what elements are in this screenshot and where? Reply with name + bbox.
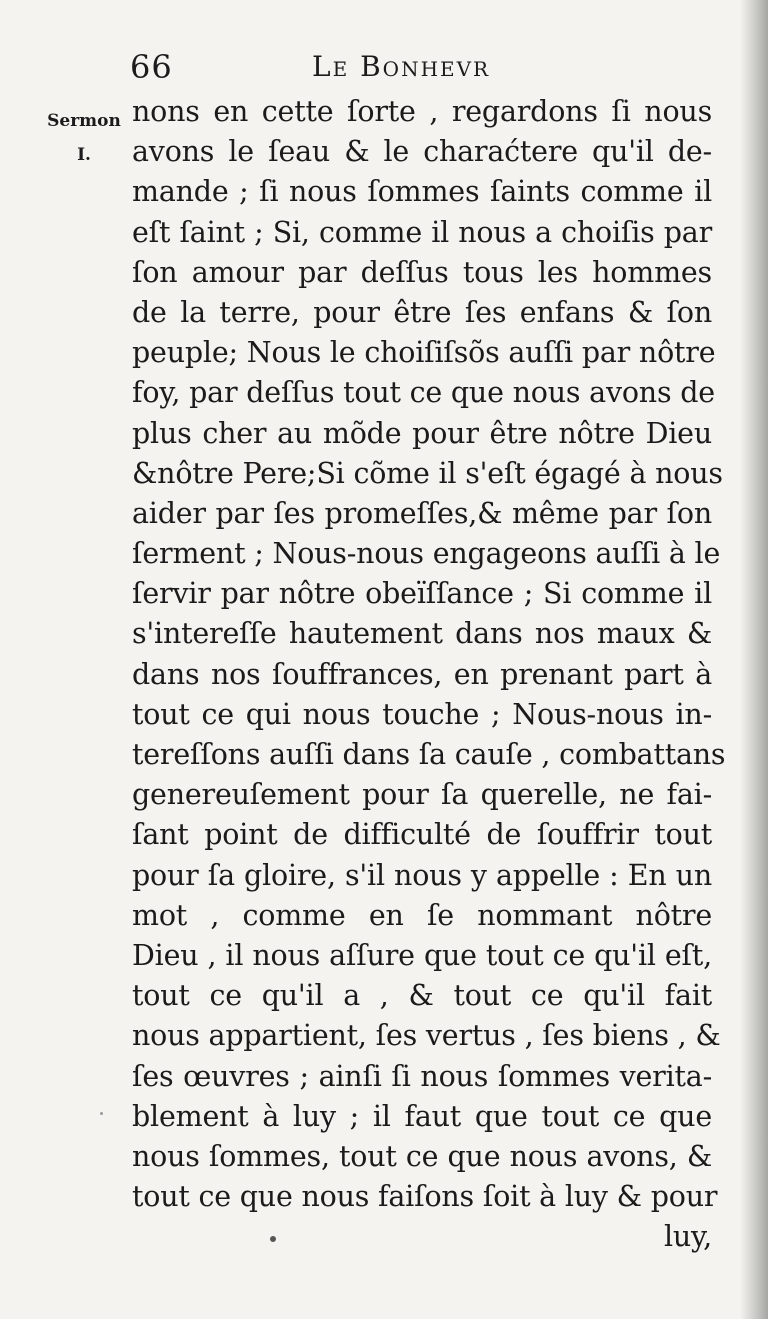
page-number: 66 bbox=[130, 48, 173, 86]
running-title: Le Bonhevr bbox=[312, 50, 491, 83]
text-line: aider par ſes promeſſes,& même par ſon bbox=[132, 496, 712, 530]
text-line: mande ; ſi nous ſommes ſaints comme il bbox=[132, 175, 712, 209]
text-line: ſerment ; Nous-nous engageons auſſi à le bbox=[132, 537, 721, 571]
text-line: nous ſommes, tout ce que nous avons, & bbox=[132, 1139, 712, 1173]
text-line: mot , comme en ſe nommant nôtre bbox=[132, 898, 712, 932]
margin-note-number: I. bbox=[77, 145, 91, 165]
ink-smudge bbox=[270, 1236, 276, 1242]
text-line: tout ce qu'il a , & tout ce qu'il fait bbox=[132, 979, 712, 1013]
text-line: plus cher au mõde pour être nôtre Dieu bbox=[132, 416, 712, 450]
text-line: ſon amour par deſſus tous les hommes bbox=[132, 255, 712, 289]
body-text bbox=[132, 92, 726, 1257]
text-line: ſervir par nôtre obeïſſance ; Si comme il bbox=[132, 577, 712, 611]
text-line: foy, par deſſus tout ce que nous avons de bbox=[132, 376, 715, 410]
text-line: eſt ſaint ; Si, comme il nous a choiſis par bbox=[132, 215, 712, 249]
text-line: s'intereſſe hautement dans nos maux & bbox=[132, 617, 712, 651]
text-line: peuple; Nous le choiſiſsõs auſſi par nôtre bbox=[132, 336, 716, 370]
running-head bbox=[130, 48, 570, 92]
text-line: tout ce que nous faiſons ſoit à luy & pour bbox=[132, 1180, 718, 1214]
catchword: luy, bbox=[663, 1220, 712, 1254]
text-line: blement à luy ; il faut que tout ce que bbox=[132, 1099, 712, 1133]
text-line: dans nos ſouffrances, en prenant part à bbox=[132, 657, 712, 691]
text-line: tout ce qui nous touche ; Nous-nous in- bbox=[132, 697, 712, 731]
margin-note bbox=[44, 104, 124, 172]
text-line: &nôtre Pere;Si cõme il s'eſt égagé à nous bbox=[132, 456, 723, 490]
paper-speck bbox=[100, 1112, 103, 1115]
text-line: de la terre, pour être ſes enfans & ſon bbox=[132, 295, 712, 329]
text-line: pour ſa gloire, s'il nous y appelle : En un bbox=[132, 858, 712, 892]
text-line: nous appartient, ſes vertus , ſes biens , & bbox=[132, 1019, 721, 1053]
text-line: Dieu , il nous aſſure que tout ce qu'il eſt, bbox=[132, 938, 712, 972]
text-line: ſant point de difficulté de ſouffrir tout bbox=[132, 818, 712, 852]
text-line: genereuſement pour ſa querelle, ne fai- bbox=[132, 778, 712, 812]
text-line: nons en cette ſorte , regardons ſi nous bbox=[132, 95, 712, 128]
page-edge-shadow bbox=[740, 0, 768, 1319]
text-line: tereſſons auſſi dans ſa cauſe , combattans bbox=[132, 738, 726, 771]
margin-note-sermon: Sermon bbox=[47, 111, 121, 131]
text-line: ſes œuvres ; ainſi ſi nous ſommes verita- bbox=[132, 1059, 712, 1093]
text-line: avons le ſeau & le charaćtere qu'il de- bbox=[132, 135, 712, 169]
